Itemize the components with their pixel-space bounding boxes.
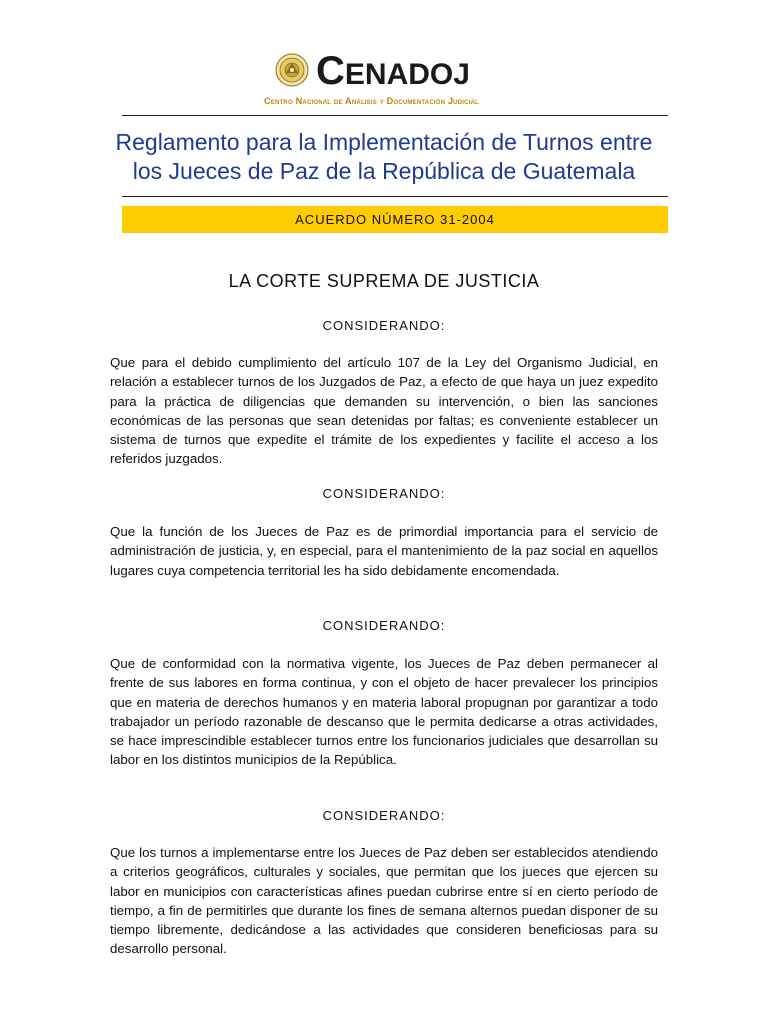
brand-name: CENADOJ (316, 49, 470, 93)
section-paragraph: Que la función de los Jueces de Paz es de primordial importancia para el servicio de administración de justicia, y, en especial, para el mantenimiento de la paz social en aquellos lugares cuya competencia territorial les ha sido debidamente encomendada. (110, 524, 658, 578)
document-title (100, 128, 668, 186)
brand-tagline: Centro Nacional de Análisis y Documentación Judicial (264, 96, 479, 106)
institution-heading: LA CORTE SUPREMA DE JUSTICIA (228, 271, 540, 291)
title-line-1: Reglamento para la Implementación de Turnos entre (115, 129, 653, 155)
agreement-number: ACUERDO NÚMERO 31-2004 (295, 212, 495, 227)
section-paragraph: Que para el debido cumplimiento del artículo 107 de la Ley del Organismo Judicial, en relación a establecer turnos de los Juzgados de Paz, a efecto de que haya un juez expedito para la práctica de diligencias que demanden su intervención, o bien las sanciones económicas de las personas que sean detenidas por faltas; es conveniente establecer un sistema de turnos que expedite el trámite de los expedientes y facilite el acceso a los referidos juzgados. (110, 355, 658, 467)
section-heading: CONSIDERANDO: (322, 618, 446, 633)
bottom-divider (122, 196, 668, 197)
section-heading: CONSIDERANDO: (322, 486, 446, 501)
judicial-seal-icon (275, 53, 309, 87)
section-heading: CONSIDERANDO: (322, 808, 446, 823)
top-divider (122, 115, 668, 116)
agreement-band (122, 206, 668, 233)
cenadoj-logo (264, 49, 512, 112)
section-heading: CONSIDERANDO: (322, 318, 446, 333)
section-paragraph: Que de conformidad con la normativa vigente, los Jueces de Paz deben permanecer al frente de sus labores en forma continua, y con el objeto de hacer prevalecer los principios que en materia de derechos humanos y en materia laboral propugnan por garantizar a todo trabajador un período razonable de descanso que le permita dedicarse a otras actividades, se hace imprescindible establecer turnos entre los funcionarios judiciales que desarrollan su labor en los distintos municipios de la República. (110, 656, 658, 768)
section-paragraph: Que los turnos a implementarse entre los Jueces de Paz deben ser establecidos atendiendo a criterios geográficos, culturales y sociales, que permitan que los jueces que ejercen su labor en municipios con características afines puedan cubrirse entre sí en cierto período de tiempo, a fin de permitirles que durante los fines de semana alternos puedan disponer de su tiempo libremente, dedicándose a las actividades que consideren beneficiosas para su desarrollo personal. (110, 845, 658, 957)
title-line-2: los Jueces de Paz de la República de Guatemala (132, 158, 636, 184)
